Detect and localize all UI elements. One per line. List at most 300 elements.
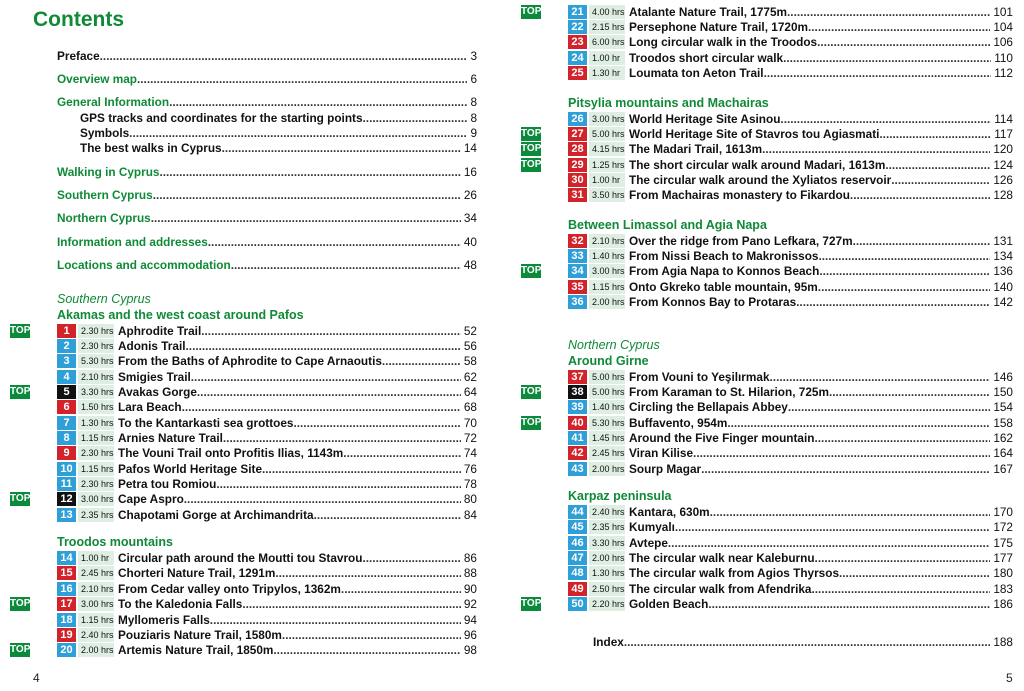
dot-leader — [770, 370, 991, 384]
dot-leader — [362, 551, 460, 565]
walk-duration: 2.30 hrs — [78, 446, 114, 460]
dot-leader — [815, 551, 991, 565]
walk-duration: 5.00 hrs — [589, 385, 625, 399]
walk-page-number: 96 — [463, 627, 477, 642]
walk-entry[interactable] — [521, 596, 1013, 612]
right-page — [512, 0, 1024, 691]
dot-leader — [314, 508, 461, 522]
walk-number-badge: 6 — [57, 400, 76, 414]
walk-title: World Heritage Site Asinou — [629, 111, 781, 126]
walk-number-badge: 22 — [568, 20, 587, 34]
walk-entry[interactable] — [57, 566, 477, 581]
walk-number-badge: 39 — [568, 400, 587, 414]
walk-entry[interactable] — [10, 323, 477, 338]
walk-title: Sourp Magar — [629, 461, 702, 476]
toc-entry[interactable] — [57, 187, 477, 202]
dot-leader — [701, 462, 990, 476]
walk-title: From Karaman to St. Hilarion, 725m — [629, 385, 829, 400]
top-walk-badge: TOP — [10, 598, 31, 610]
walk-entry[interactable] — [57, 581, 477, 596]
walk-duration: 6.00 hrs — [589, 35, 625, 49]
dot-leader — [137, 72, 467, 86]
dot-leader — [787, 5, 990, 19]
walk-page-number: 175 — [993, 535, 1013, 550]
walk-duration: 2.35 hrs — [589, 520, 625, 534]
walk-entry[interactable] — [10, 597, 477, 612]
walk-duration: 5.30 hrs — [78, 354, 114, 368]
dot-leader — [275, 566, 461, 580]
walk-title: From Nissi Beach to Makronissos — [629, 249, 819, 264]
dot-leader — [624, 635, 991, 649]
spacer — [57, 87, 477, 95]
dot-leader — [814, 431, 990, 445]
walk-duration: 3.50 hrs — [589, 188, 625, 202]
walk-duration: 2.10 hrs — [589, 234, 625, 248]
top-walk-badge: TOP — [521, 5, 542, 17]
walk-entry[interactable] — [568, 111, 1013, 126]
walk-number-badge: 34 — [568, 264, 587, 278]
entry-page-number: 40 — [463, 234, 477, 249]
dot-leader — [796, 295, 990, 309]
dot-leader — [231, 258, 461, 272]
walk-title: Onto Gkreko table mountain, 95m — [629, 279, 818, 294]
walk-page-number: 134 — [993, 249, 1013, 264]
walk-duration: 2.00 hrs — [589, 295, 625, 309]
walk-title: Kumyalı — [629, 520, 675, 535]
walk-page-number: 70 — [463, 415, 477, 430]
spacer — [568, 203, 1013, 217]
toc-entry[interactable] — [57, 234, 477, 249]
walk-number-badge: 37 — [568, 370, 587, 384]
walk-title: The Vouni Trail onto Profitis Ilias, 1143m — [118, 446, 344, 461]
walk-page-number: 126 — [993, 173, 1013, 188]
walk-duration: 1.00 hr — [589, 51, 625, 65]
walk-entry[interactable] — [568, 520, 1013, 535]
walk-number-badge: 40 — [568, 416, 587, 430]
dot-leader — [282, 628, 461, 642]
entry-page-number: 34 — [463, 211, 477, 226]
dot-leader — [891, 173, 990, 187]
walk-entry[interactable] — [57, 369, 477, 384]
walk-page-number: 68 — [463, 400, 477, 415]
walk-entry[interactable] — [568, 19, 1013, 34]
entry-page-number: 48 — [463, 258, 477, 273]
walk-page-number: 180 — [993, 566, 1013, 581]
walk-entry[interactable] — [10, 492, 477, 507]
entry-label: Information and addresses — [57, 234, 208, 249]
toc-entry[interactable] — [57, 110, 477, 125]
walk-page-number: 84 — [463, 507, 477, 522]
walk-entry[interactable] — [57, 338, 477, 353]
dot-leader — [818, 280, 991, 294]
walk-entry[interactable] — [568, 369, 1013, 384]
top-walk-badge: TOP — [521, 158, 542, 170]
walk-number-badge: 19 — [57, 628, 76, 642]
walk-page-number: 172 — [993, 520, 1013, 535]
walk-page-number: 90 — [463, 581, 477, 596]
dot-leader — [788, 400, 990, 414]
dot-leader — [708, 597, 990, 611]
walk-entry[interactable] — [568, 294, 1013, 309]
dot-leader — [169, 95, 467, 109]
walk-entry[interactable] — [57, 430, 477, 445]
walk-page-number: 92 — [463, 597, 477, 612]
entry-label: Southern Cyprus — [57, 188, 153, 203]
section-heading: Akamas and the west coast around Pafos — [57, 308, 304, 322]
dot-leader — [159, 165, 460, 179]
walk-entry[interactable] — [568, 279, 1013, 294]
walk-page-number: 106 — [993, 35, 1013, 50]
walk-entry[interactable] — [568, 233, 1013, 248]
walk-page-number: 56 — [463, 339, 477, 354]
walk-number-badge: 10 — [57, 462, 76, 476]
entry-page-number: 8 — [470, 95, 477, 110]
walk-entry[interactable] — [57, 461, 477, 476]
walk-entry[interactable] — [568, 566, 1013, 581]
walk-entry[interactable] — [568, 461, 1013, 476]
walk-number-badge: 30 — [568, 173, 587, 187]
walk-number-badge: 18 — [57, 613, 76, 627]
walk-number-badge: 45 — [568, 520, 587, 534]
section-heading: Pitsylia mountains and Machairas — [568, 96, 769, 110]
dot-leader — [818, 249, 990, 263]
spacer — [57, 156, 477, 164]
walk-number-badge: 33 — [568, 249, 587, 263]
spacer — [57, 226, 477, 234]
walk-number-badge: 16 — [57, 582, 76, 596]
walk-entry[interactable] — [521, 415, 1013, 430]
walk-entry[interactable] — [57, 415, 477, 430]
walk-number-badge: 21 — [568, 5, 587, 19]
top-walk-badge: TOP — [521, 416, 542, 428]
dot-leader — [129, 126, 467, 140]
walk-duration: 2.30 hrs — [78, 477, 114, 491]
spacer — [57, 63, 477, 71]
walk-entry[interactable] — [521, 264, 1013, 279]
walk-entry[interactable] — [568, 35, 1013, 50]
dot-leader — [762, 142, 990, 156]
dot-leader — [210, 613, 461, 627]
walk-page-number: 154 — [993, 400, 1013, 415]
walk-entry[interactable] — [521, 157, 1013, 172]
walk-page-number: 136 — [993, 264, 1013, 279]
walk-title: From Machairas monastery to Fikardou — [629, 188, 850, 203]
walk-title: Myllomeris Falls — [118, 612, 210, 627]
walk-number-badge: 26 — [568, 112, 587, 126]
spacer — [57, 179, 477, 187]
walk-entry[interactable] — [568, 50, 1013, 65]
dot-leader — [811, 582, 990, 596]
walk-entry[interactable] — [568, 65, 1013, 80]
walk-title: The circular walk around the Xyliatos reservoir — [629, 173, 892, 188]
walk-number-badge: 2 — [57, 339, 76, 353]
walk-duration: 2.00 hrs — [78, 643, 114, 657]
walk-page-number: 80 — [463, 492, 477, 507]
page-number-left: 4 — [33, 671, 40, 685]
walk-duration: 1.30 hrs — [589, 566, 625, 580]
dot-leader — [885, 158, 990, 172]
dot-leader — [223, 431, 461, 445]
walk-page-number: 62 — [463, 369, 477, 384]
walk-title: Golden Beach — [629, 597, 709, 612]
top-walk-badge: TOP — [10, 386, 31, 398]
dot-leader — [879, 127, 991, 141]
section-heading: Around Girne — [568, 354, 649, 368]
entry-label: General Information — [57, 95, 170, 110]
contents-title: Contents — [33, 8, 124, 31]
walk-entry[interactable] — [568, 248, 1013, 263]
walk-duration: 1.40 hrs — [589, 400, 625, 414]
walk-entry[interactable] — [57, 446, 477, 461]
walk-page-number: 64 — [463, 385, 477, 400]
walk-duration: 3.00 hrs — [589, 264, 625, 278]
walk-number-badge: 20 — [57, 643, 76, 657]
dot-leader — [343, 446, 461, 460]
walk-title: Kantara, 630m — [629, 505, 710, 520]
walk-page-number: 131 — [993, 233, 1013, 248]
walk-title: From Cedar valley onto Tripylos, 1362m — [118, 581, 341, 596]
walk-number-badge: 3 — [57, 354, 76, 368]
walk-number-badge: 35 — [568, 280, 587, 294]
walk-page-number: 142 — [993, 295, 1013, 310]
entry-label: The best walks in Cyprus — [80, 141, 222, 156]
region-label: Southern Cyprus — [57, 292, 151, 306]
walk-title: Cape Aspro — [118, 492, 184, 507]
walk-duration: 2.00 hrs — [589, 462, 625, 476]
walk-entry[interactable] — [57, 476, 477, 491]
walk-page-number: 98 — [463, 643, 477, 658]
walk-page-number: 110 — [994, 50, 1013, 65]
walk-duration: 1.15 hrs — [78, 431, 114, 445]
walk-number-badge: 28 — [568, 142, 587, 156]
dot-leader — [819, 264, 990, 278]
walk-title: The Madari Trail, 1613m — [629, 142, 763, 157]
dot-leader — [273, 643, 460, 657]
walk-title: Loumata ton Aeton Trail — [629, 66, 764, 81]
walk-title: Smigies Trail — [118, 369, 191, 384]
walk-title: Over the ridge from Pano Lefkara, 727m — [629, 233, 853, 248]
walk-duration: 2.40 hrs — [78, 628, 114, 642]
walk-title: From Konnos Bay to Protaras — [629, 295, 797, 310]
walk-page-number: 101 — [993, 4, 1013, 19]
walk-title: Lara Beach — [118, 400, 182, 415]
dot-leader — [186, 339, 461, 353]
walk-page-number: 52 — [463, 323, 477, 338]
walk-page-number: 128 — [993, 188, 1013, 203]
walk-duration: 4.15 hrs — [589, 142, 625, 156]
front-matter-list — [57, 48, 477, 273]
walk-entry[interactable] — [521, 142, 1013, 157]
walk-entry[interactable] — [10, 384, 477, 400]
walk-number-badge: 24 — [568, 51, 587, 65]
walk-number-badge: 47 — [568, 551, 587, 565]
walk-entry[interactable] — [568, 430, 1013, 445]
top-walk-badge: TOP — [521, 128, 542, 140]
walk-title: Chapotami Gorge at Archimandrita — [118, 507, 314, 522]
walk-duration: 1.15 hrs — [78, 613, 114, 627]
walk-duration: 2.45 hrs — [78, 566, 114, 580]
top-walk-badge: TOP — [521, 386, 542, 398]
walk-page-number: 72 — [463, 431, 477, 446]
walk-number-badge: 50 — [568, 597, 587, 611]
entry-label: Overview map — [57, 72, 137, 87]
index-entry-block — [593, 634, 1013, 649]
walk-page-number: 120 — [993, 142, 1013, 157]
walk-title: Avtepe — [629, 535, 668, 550]
walk-duration: 2.10 hrs — [78, 370, 114, 384]
southern-region-block — [10, 291, 477, 658]
walk-page-number: 146 — [993, 369, 1013, 384]
page-number-right: 5 — [1006, 671, 1013, 685]
walk-number-badge: 38 — [568, 385, 587, 399]
dot-leader — [675, 520, 990, 534]
walk-title: Atalante Nature Trail, 1775m — [629, 4, 788, 19]
walk-duration: 1.15 hrs — [78, 462, 114, 476]
walk-page-number: 86 — [463, 551, 477, 566]
walk-entry[interactable] — [57, 612, 477, 627]
walk-number-badge: 44 — [568, 505, 587, 519]
toc-entry[interactable] — [57, 257, 477, 272]
walk-number-badge: 11 — [57, 477, 76, 491]
walk-entry[interactable] — [568, 550, 1013, 565]
walk-title: Pouziaris Nature Trail, 1580m — [118, 627, 282, 642]
entry-label: Symbols — [80, 126, 130, 141]
walk-number-badge: 8 — [57, 431, 76, 445]
walk-entry[interactable] — [521, 384, 1013, 400]
section-heading: Karpaz peninsula — [568, 489, 672, 504]
walk-entry[interactable] — [568, 504, 1013, 519]
walk-entry[interactable] — [57, 627, 477, 642]
walk-duration: 2.30 hrs — [78, 339, 114, 353]
walk-entry[interactable] — [10, 643, 477, 658]
walk-title: Long circular walk in the Troodos — [629, 35, 818, 50]
region-label: Northern Cyprus — [568, 338, 660, 352]
dot-leader — [153, 188, 461, 202]
walk-entry[interactable] — [521, 126, 1013, 142]
walk-title: Arnies Nature Trail — [118, 431, 223, 446]
walk-title: World Heritage Site of Stavros tou Agiasmati — [629, 127, 880, 142]
walk-page-number: 186 — [993, 597, 1013, 612]
walk-title: Avakas Gorge — [118, 385, 197, 400]
walk-entry[interactable] — [57, 354, 477, 369]
entry-page-number: 6 — [470, 72, 477, 87]
dot-leader — [710, 505, 991, 519]
walk-number-badge: 25 — [568, 66, 587, 80]
entry-label: Northern Cyprus — [57, 211, 151, 226]
walk-number-badge: 4 — [57, 370, 76, 384]
walk-number-badge: 5 — [57, 385, 76, 399]
spacer — [57, 249, 477, 257]
walk-page-number: 164 — [993, 446, 1013, 461]
entry-page-number: 16 — [463, 164, 477, 179]
walk-entry[interactable] — [568, 535, 1013, 550]
walk-title: From Vouni to Yeşilırmak — [629, 369, 770, 384]
toc-entry[interactable] — [57, 125, 477, 140]
entry-page-number: 14 — [463, 141, 477, 156]
walk-entry[interactable] — [568, 581, 1013, 596]
toc-entry[interactable] — [57, 141, 477, 156]
walk-entry[interactable] — [568, 446, 1013, 461]
dot-leader — [191, 370, 461, 384]
dot-leader — [839, 566, 990, 580]
walk-entry[interactable] — [568, 188, 1013, 203]
spacer — [568, 476, 1013, 488]
walk-number-badge: 49 — [568, 582, 587, 596]
walk-entry[interactable] — [57, 400, 477, 415]
walk-duration: 2.20 hrs — [589, 597, 625, 611]
walk-title: The short circular walk around Madari, 1613m — [629, 157, 886, 172]
toc-entry[interactable] — [57, 211, 477, 226]
dot-leader — [100, 49, 468, 63]
walk-page-number: 124 — [993, 157, 1013, 172]
walk-number-badge: 23 — [568, 35, 587, 49]
entry-label: GPS tracks and coordinates for the starting points — [80, 110, 363, 125]
dot-leader — [242, 597, 461, 611]
toc-entry[interactable] — [57, 71, 477, 86]
dot-leader — [668, 536, 990, 550]
walk-title: Circular path around the Moutti tou Stavrou — [118, 551, 363, 566]
walk-entry[interactable] — [568, 400, 1013, 415]
dot-leader — [693, 446, 990, 460]
entry-label: Index — [593, 634, 624, 649]
walk-page-number: 140 — [993, 279, 1013, 294]
dot-leader — [222, 141, 461, 155]
walk-duration: 2.35 hrs — [78, 508, 114, 522]
walk-duration: 2.00 hrs — [589, 551, 625, 565]
walk-page-number: 58 — [463, 354, 477, 369]
walk-duration: 1.30 hr — [589, 66, 625, 80]
section-heading: Troodos mountains — [57, 535, 173, 550]
walk-title: The circular walk near Kaleburnu — [629, 551, 815, 566]
walk-duration: 1.00 hr — [589, 173, 625, 187]
walk-title: Circling the Bellapais Abbey — [629, 400, 788, 415]
walk-entry[interactable] — [568, 172, 1013, 187]
dot-leader — [817, 35, 990, 49]
index-entry[interactable] — [593, 634, 1013, 649]
walk-entry[interactable] — [57, 550, 477, 565]
walk-duration: 2.10 hrs — [78, 582, 114, 596]
walk-page-number: 117 — [994, 127, 1013, 142]
toc-entry[interactable] — [57, 95, 477, 110]
dot-leader — [727, 416, 990, 430]
walk-number-badge: 12 — [57, 492, 76, 506]
toc-entry[interactable] — [57, 48, 477, 63]
walk-page-number: 112 — [994, 66, 1013, 81]
dot-leader — [151, 211, 461, 225]
top-walk-badge: TOP — [521, 265, 542, 277]
toc-entry[interactable] — [57, 164, 477, 179]
walk-duration: 2.40 hrs — [589, 505, 625, 519]
walk-number-badge: 17 — [57, 597, 76, 611]
walk-page-number: 94 — [463, 612, 477, 627]
walk-duration: 5.00 hrs — [589, 370, 625, 384]
walk-duration: 1.50 hrs — [78, 400, 114, 414]
walk-entry[interactable] — [57, 507, 477, 522]
walk-number-badge: 29 — [568, 158, 587, 172]
walk-page-number: 78 — [463, 477, 477, 492]
walk-number-badge: 27 — [568, 127, 587, 141]
top-walk-badge: TOP — [521, 143, 542, 155]
dot-leader — [780, 112, 991, 126]
walk-page-number: 177 — [993, 551, 1013, 566]
walk-page-number: 76 — [463, 461, 477, 476]
dot-leader — [808, 20, 990, 34]
walk-duration: 4.00 hrs — [589, 5, 625, 19]
walk-duration: 1.45 hrs — [589, 431, 625, 445]
entry-label: Preface — [57, 48, 100, 63]
walk-duration: 3.00 hrs — [78, 492, 114, 506]
walk-entry[interactable] — [521, 4, 1013, 19]
